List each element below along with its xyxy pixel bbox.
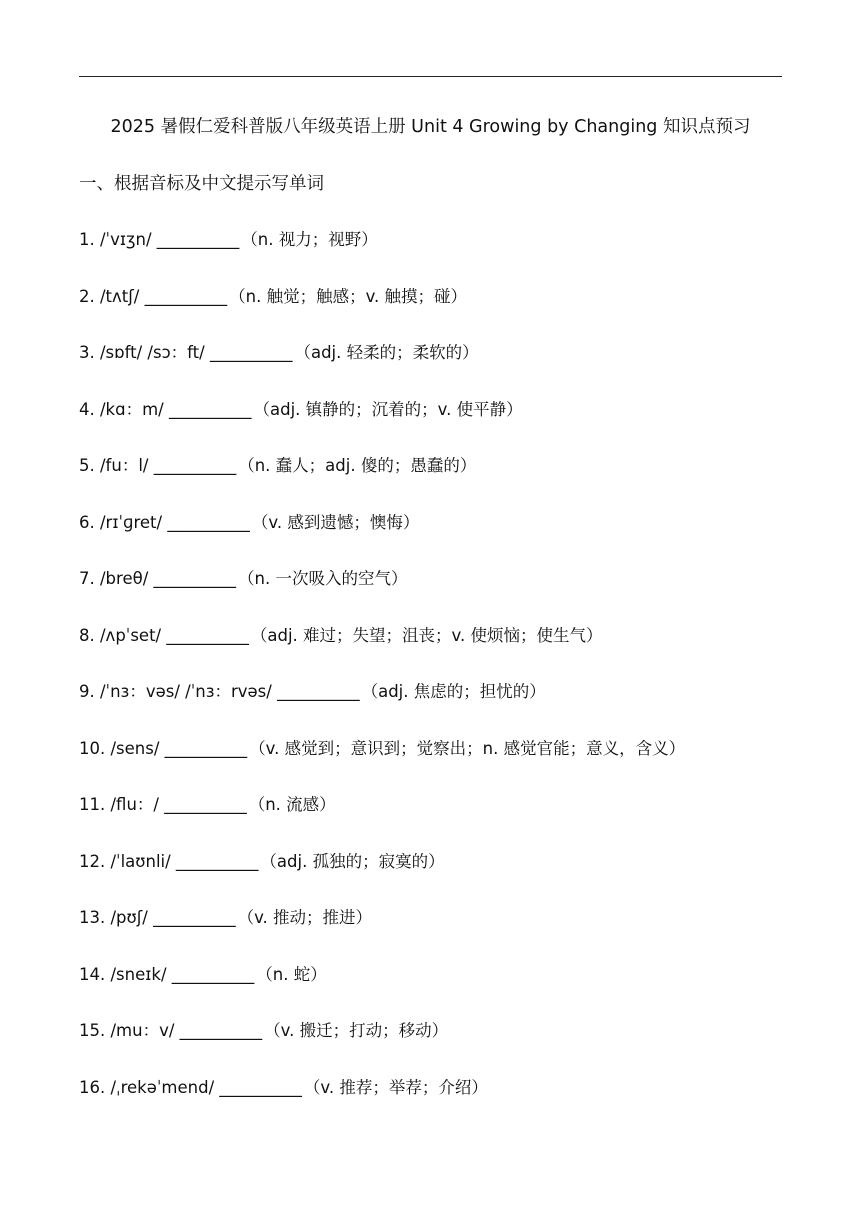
item-hint: （n. 一次吸入的空气） <box>238 569 408 588</box>
item-hint: （adj. 镇静的；沉着的；v. 使平静） <box>253 399 523 419</box>
vocabulary-list <box>79 227 685 1131</box>
item-number: 4. <box>79 399 95 419</box>
list-item <box>79 453 685 510</box>
item-hint: （v. 搬迁；打动；移动） <box>264 1021 449 1040</box>
item-phonetic: /ˈnɜ：vəs/ /ˈnɜ：rvəs/ <box>100 682 272 701</box>
item-hint: （n. 蠢人；adj. 傻的；愚蠢的） <box>238 456 477 475</box>
answer-blank: __________ <box>209 343 293 362</box>
item-number: 11. <box>79 795 106 814</box>
answer-blank: __________ <box>164 738 248 758</box>
list-item <box>79 340 685 397</box>
list-item <box>79 566 685 623</box>
item-number: 9. <box>79 682 95 701</box>
answer-blank: __________ <box>164 795 247 814</box>
header-rule <box>79 76 782 77</box>
list-item <box>79 1018 685 1075</box>
item-phonetic: /rɪˈɡret/ <box>100 512 163 532</box>
answer-blank: __________ <box>156 230 240 249</box>
item-number: 5. <box>79 456 95 475</box>
answer-blank: __________ <box>171 964 255 984</box>
list-item <box>79 623 685 680</box>
item-hint: （n. 视力；视野） <box>241 230 378 249</box>
item-phonetic: /sɒft/ /sɔ：ft/ <box>100 343 205 362</box>
document-title: 2025 暑假仁爱科普版八年级英语上册 Unit 4 Growing by Changing 知识点预习 <box>110 117 751 137</box>
list-item <box>79 905 685 962</box>
answer-blank: __________ <box>175 851 259 871</box>
answer-blank: __________ <box>144 286 228 306</box>
item-number: 16. <box>79 1077 106 1097</box>
list-item <box>79 962 685 1019</box>
answer-blank: __________ <box>153 569 237 588</box>
item-number: 7. <box>79 569 95 588</box>
item-hint: （v. 感到遗憾；懊悔） <box>251 512 420 532</box>
list-item <box>79 736 685 793</box>
item-number: 3. <box>79 343 95 362</box>
item-hint: （n. 蛇） <box>256 964 327 984</box>
item-number: 2. <box>79 286 95 306</box>
item-hint: （adj. 轻柔的；柔软的） <box>294 343 479 362</box>
item-number: 15. <box>79 1021 106 1040</box>
list-item <box>79 284 685 341</box>
answer-blank: __________ <box>179 1021 263 1040</box>
list-item <box>79 397 685 454</box>
item-phonetic: /breθ/ <box>100 569 149 588</box>
answer-blank: __________ <box>277 682 360 701</box>
item-number: 12. <box>79 851 106 871</box>
list-item <box>79 227 685 284</box>
item-phonetic: /sens/ <box>110 738 160 758</box>
item-phonetic: /mu：v/ <box>110 1021 175 1040</box>
list-item <box>79 1075 685 1132</box>
item-hint: （v. 推动；推进） <box>237 908 373 927</box>
item-number: 10. <box>79 738 106 758</box>
item-number: 1. <box>79 230 95 249</box>
item-hint: （adj. 焦虑的；担忧的） <box>361 682 546 701</box>
item-hint: （n. 触觉；触感；v. 触摸；碰） <box>229 286 468 306</box>
answer-blank: __________ <box>168 399 252 419</box>
item-phonetic: /ʌpˈset/ <box>100 625 162 645</box>
answer-blank: __________ <box>167 512 250 532</box>
item-phonetic: /ˈvɪʒn/ <box>100 230 152 249</box>
answer-blank: __________ <box>153 908 236 927</box>
list-item <box>79 792 685 849</box>
item-number: 14. <box>79 964 106 984</box>
list-item <box>79 510 685 567</box>
section-heading: 一、根据音标及中文提示写单词 <box>79 174 324 194</box>
item-phonetic: /sneɪk/ <box>110 964 167 984</box>
list-item <box>79 679 685 736</box>
item-phonetic: /pʊʃ/ <box>110 908 148 927</box>
list-item <box>79 849 685 906</box>
item-hint: （v. 感觉到；意识到；觉察出；n. 感觉官能；意义，含义） <box>249 738 686 758</box>
item-phonetic: /fu：l/ <box>100 456 149 475</box>
answer-blank: __________ <box>153 456 237 475</box>
item-phonetic: /tʌtʃ/ <box>100 286 140 306</box>
item-phonetic: /kɑ：m/ <box>100 399 164 419</box>
item-number: 13. <box>79 908 106 927</box>
answer-blank: __________ <box>219 1077 302 1097</box>
item-number: 8. <box>79 625 95 645</box>
item-hint: （adj. 难过；失望；沮丧；v. 使烦恼；使生气） <box>250 625 603 645</box>
item-phonetic: /flu：/ <box>110 795 159 814</box>
item-hint: （v. 推荐；举荐；介绍） <box>303 1077 488 1097</box>
item-phonetic: /ˌrekəˈmend/ <box>110 1077 215 1097</box>
item-hint: （n. 流感） <box>248 795 336 814</box>
item-hint: （adj. 孤独的；寂寞的） <box>260 851 445 871</box>
item-phonetic: /ˈlaʊnli/ <box>110 851 171 871</box>
item-number: 6. <box>79 512 95 532</box>
answer-blank: __________ <box>166 625 249 645</box>
